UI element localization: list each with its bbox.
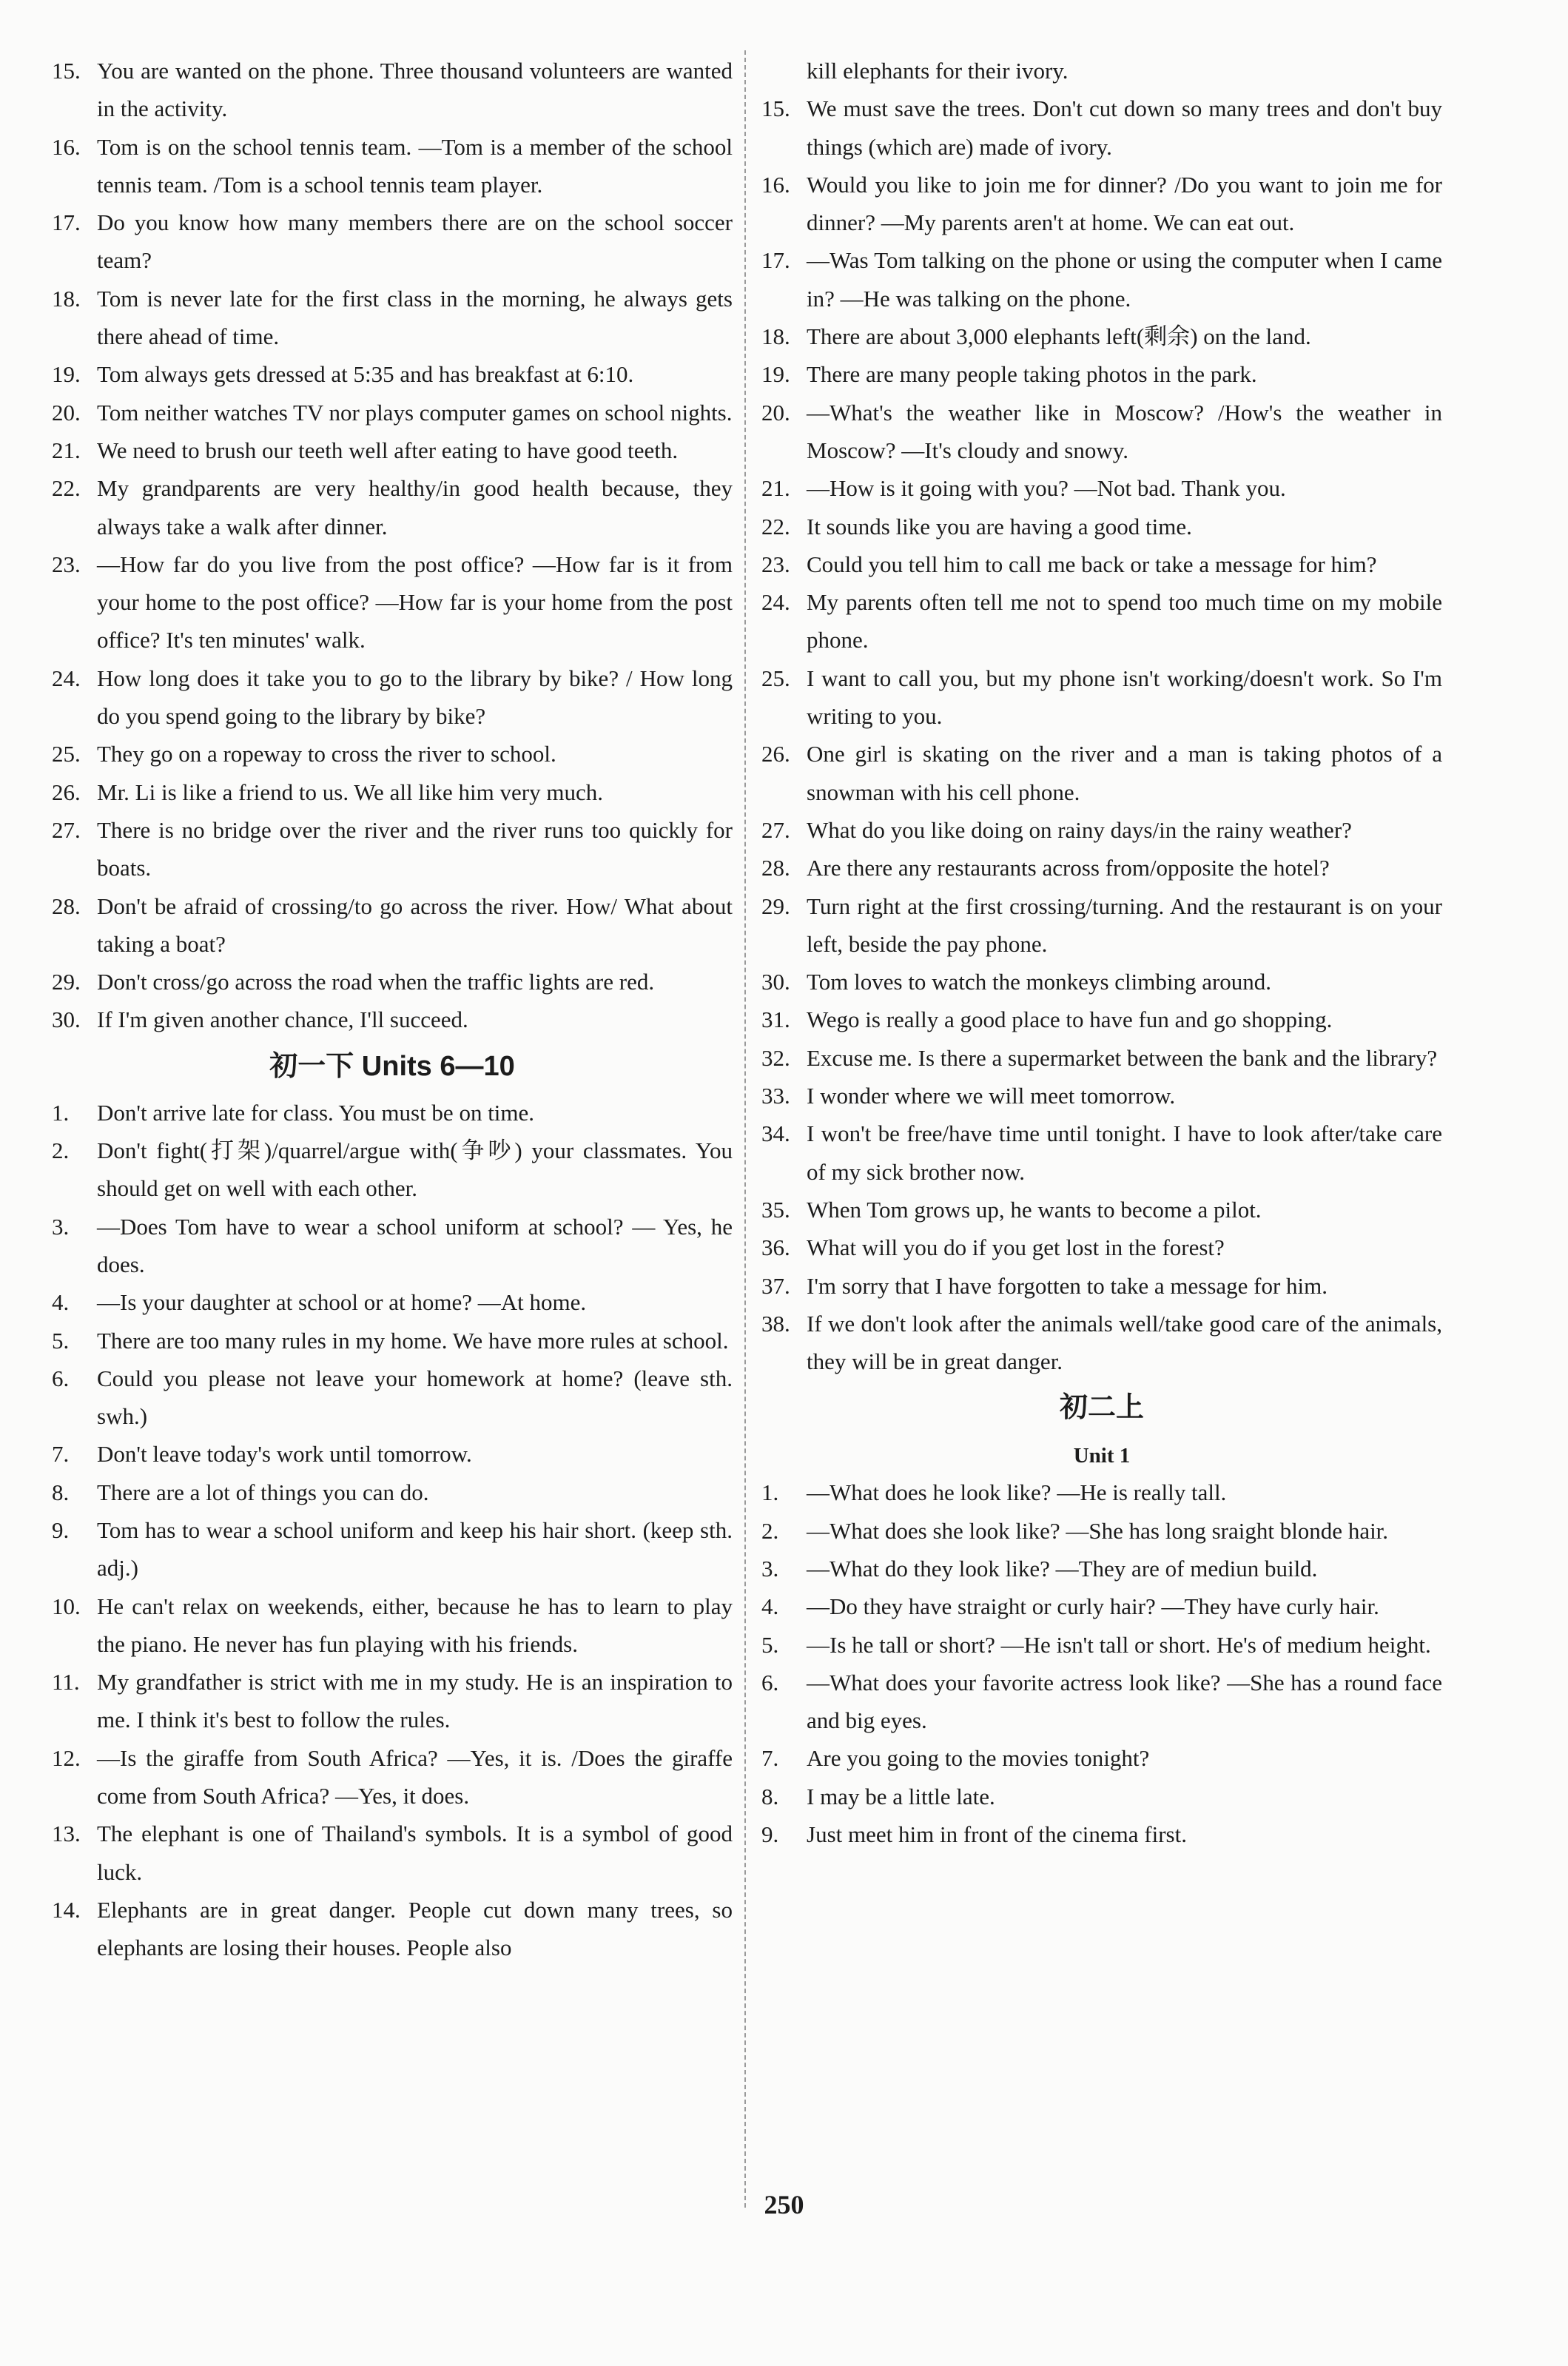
item-text: Could you tell him to call me back or take a message for him? — [807, 551, 1377, 577]
unit-heading: Unit 1 — [1073, 1444, 1131, 1468]
sentence-item — [52, 469, 733, 545]
item-text: How long does it take you to go to the library by bike? / How long do you spend going to the library by bike? — [97, 665, 733, 730]
sentence-item — [52, 1815, 733, 1891]
item-number: 28. — [761, 855, 790, 881]
item-text: —Is he tall or short? —He isn't tall or short. He's of medium height. — [807, 1631, 1431, 1658]
item-text: What will you do if you get lost in the forest? — [807, 1234, 1225, 1261]
item-text: Wego is really a good place to have fun and go shopping. — [807, 1006, 1333, 1033]
sentence-item — [52, 1511, 733, 1587]
item-text: —What's the weather like in Moscow? /How's the weather in Moscow? —It's cloudy and snowy. — [807, 399, 1442, 463]
item-text: Tom is on the school tennis team. —Tom is a member of the school tennis team. /Tom is a school tennis team player. — [97, 133, 733, 198]
sentence-item — [52, 280, 733, 356]
item-number: 24. — [52, 665, 81, 691]
item-text: My grandfather is strict with me in my study. He is an inspiration to me. I think it's best to follow the rules. — [97, 1669, 733, 1733]
sentence-item — [52, 355, 733, 393]
column-divider — [744, 50, 746, 2208]
item-text: There are about 3,000 elephants left(剩余) on the land. — [807, 323, 1311, 350]
item-number: 20. — [52, 399, 81, 426]
item-text: —Does Tom have to wear a school uniform at school? — Yes, he does. — [97, 1213, 733, 1277]
item-number: 26. — [52, 779, 81, 805]
item-number: 1. — [761, 1479, 779, 1506]
sentence-item — [52, 811, 733, 887]
item-text: Could you please not leave your homework at home? (leave sth. swh.) — [97, 1365, 733, 1430]
sentence-item — [52, 659, 733, 736]
item-number: 10. — [52, 1593, 81, 1619]
item-text: They go on a ropeway to cross the river to school. — [97, 741, 556, 767]
item-number: 36. — [761, 1234, 790, 1261]
item-number: 32. — [761, 1044, 790, 1071]
item-number: 29. — [761, 893, 790, 919]
item-text: Mr. Li is like a friend to us. We all like him very much. — [97, 779, 603, 805]
sentence-item — [52, 1001, 733, 1038]
item-number: 22. — [761, 513, 790, 540]
item-text: Don't cross/go across the road when the traffic lights are red. — [97, 969, 655, 995]
item-text: Tom always gets dressed at 5:35 and has breakfast at 6:10. — [97, 361, 634, 388]
sentence-item — [52, 963, 733, 1001]
sentence-item — [52, 1473, 733, 1511]
sentence-item — [761, 1473, 1442, 1511]
item-text: I won't be free/have time until tonight. I have to look after/take care of my sick brother now. — [807, 1120, 1442, 1185]
sentence-item — [761, 1229, 1442, 1266]
item-number: 31. — [761, 1006, 790, 1033]
item-text: Tom is never late for the first class in the morning, he always gets there ahead of time. — [97, 285, 733, 350]
item-number: 4. — [52, 1289, 70, 1316]
item-number: 3. — [761, 1555, 779, 1582]
item-text: —How is it going with you? —Not bad. Thank you. — [807, 475, 1286, 502]
sentence-item — [761, 355, 1442, 393]
section-heading: 初一下 Units 6—10 — [269, 1050, 515, 1082]
item-number: 15. — [761, 95, 790, 122]
item-text: I may be a little late. — [807, 1783, 995, 1809]
item-text: —What does he look like? —He is really tall. — [807, 1479, 1227, 1506]
left-column — [52, 52, 733, 1967]
item-text: My parents often tell me not to spend too much time on my mobile phone. — [807, 589, 1442, 653]
item-text: It sounds like you are having a good time. — [807, 513, 1192, 540]
item-number: 11. — [52, 1669, 80, 1695]
sentence-item — [761, 1626, 1442, 1664]
item-text: Do you know how many members there are on the school soccer team? — [97, 209, 733, 274]
sentence-item — [761, 1815, 1442, 1853]
item-number: 13. — [52, 1821, 81, 1847]
item-number: 27. — [52, 816, 81, 843]
sentence-item — [52, 1435, 733, 1473]
sentence-item — [761, 1191, 1442, 1229]
sentence-item — [52, 128, 733, 204]
item-text: —Was Tom talking on the phone or using the computer when I came in? —He was talking on the phone. — [807, 247, 1442, 312]
item-number: 7. — [761, 1745, 779, 1772]
item-number: 33. — [761, 1083, 790, 1109]
item-number: 16. — [761, 171, 790, 198]
sentence-item — [761, 1039, 1442, 1077]
sentence-item — [52, 735, 733, 773]
sentence-item — [761, 1305, 1442, 1381]
item-number: 25. — [761, 665, 790, 691]
item-text: If I'm given another chance, I'll succeed. — [97, 1006, 468, 1033]
item-number: 35. — [761, 1196, 790, 1223]
section-heading: 初二上 — [1059, 1392, 1144, 1424]
sentence-item — [52, 1322, 733, 1360]
item-number: 3. — [52, 1213, 70, 1240]
sentence-item — [761, 963, 1442, 1001]
item-text: You are wanted on the phone. Three thousand volunteers are wanted in the activity. — [97, 58, 733, 122]
item-number: 18. — [761, 323, 790, 350]
item-number: 21. — [761, 475, 790, 502]
sentence-item — [761, 1778, 1442, 1815]
item-number: 17. — [52, 209, 81, 236]
sentence-item — [52, 773, 733, 811]
item-text: —What does your favorite actress look like? —She has a round face and big eyes. — [807, 1669, 1442, 1734]
item-number: 2. — [761, 1517, 779, 1544]
item-number: 28. — [52, 893, 81, 919]
item-text: Are there any restaurants across from/opposite the hotel? — [807, 855, 1330, 881]
item-text: There is no bridge over the river and the river runs too quickly for boats. — [97, 816, 733, 881]
page-number: 250 — [764, 2190, 804, 2219]
item-number: 6. — [761, 1669, 779, 1695]
item-number: 19. — [761, 361, 790, 388]
sentence-item — [52, 1360, 733, 1436]
item-text: Don't arrive late for class. You must be on time. — [97, 1099, 535, 1126]
item-number: 18. — [52, 285, 81, 312]
item-number: 19. — [52, 361, 81, 388]
item-text: Just meet him in front of the cinema first. — [807, 1821, 1187, 1848]
sentence-item — [761, 1001, 1442, 1038]
sentence-item — [761, 849, 1442, 887]
item-number: 15. — [52, 58, 81, 84]
sentence-item — [761, 508, 1442, 545]
item-number: 6. — [52, 1365, 70, 1391]
item-text: Excuse me. Is there a supermarket between the bank and the library? — [807, 1044, 1438, 1071]
sentence-item — [52, 394, 733, 431]
item-number: 17. — [761, 247, 790, 274]
sentence-item — [761, 583, 1442, 659]
sentence-item — [761, 1267, 1442, 1305]
item-number: 9. — [761, 1821, 779, 1848]
item-text: —Is the giraffe from South Africa? —Yes, it is. /Does the giraffe come from South Africa? —Yes, it does. — [97, 1744, 733, 1809]
item-number: 14. — [52, 1896, 81, 1923]
item-number: 4. — [761, 1593, 779, 1620]
sentence-item — [761, 317, 1442, 355]
sentence-item — [761, 659, 1442, 736]
sentence-item — [52, 1587, 733, 1664]
item-number: 8. — [761, 1783, 779, 1809]
sentence-item — [52, 204, 733, 280]
sentence-item — [761, 1550, 1442, 1587]
item-text: There are a lot of things you can do. — [97, 1479, 429, 1505]
item-number: 26. — [761, 741, 790, 767]
item-number: 24. — [761, 589, 790, 616]
sentence-item — [761, 90, 1442, 166]
item-text: We must save the trees. Don't cut down so many trees and don't buy things (which are) made of ivory. — [807, 95, 1442, 160]
sentence-item — [52, 52, 733, 128]
item-text: Don't fight(打架)/quarrel/argue with(争吵) your classmates. You should get on well with each other. — [97, 1137, 733, 1202]
sentence-item — [761, 394, 1442, 470]
item-text: He can't relax on weekends, either, because he has to learn to play the piano. He never has fun playing with his friends. — [97, 1593, 733, 1657]
sentence-item — [52, 1132, 733, 1208]
item-text: If we don't look after the animals well/take good care of the animals, they will be in great danger. — [807, 1310, 1442, 1375]
sentence-item — [52, 1891, 733, 1967]
sentence-continuation: kill elephants for their ivory. — [807, 58, 1069, 84]
item-text: Tom loves to watch the monkeys climbing around. — [807, 969, 1272, 995]
sentence-item — [52, 1739, 733, 1815]
item-text: The elephant is one of Thailand's symbols. It is a symbol of good luck. — [97, 1821, 733, 1885]
sentence-item — [761, 811, 1442, 849]
item-number: 37. — [761, 1272, 790, 1299]
item-text: Tom neither watches TV nor plays computer games on school nights. — [97, 399, 733, 426]
sentence-item — [52, 545, 733, 659]
sentence-item — [761, 1115, 1442, 1191]
item-number: 12. — [52, 1744, 81, 1771]
item-text: Don't leave today's work until tomorrow. — [97, 1441, 472, 1468]
item-number: 5. — [761, 1631, 779, 1658]
item-text: There are many people taking photos in the park. — [807, 361, 1257, 388]
item-text: When Tom grows up, he wants to become a pilot. — [807, 1196, 1262, 1223]
sentence-item — [761, 469, 1442, 507]
item-number: 23. — [52, 551, 81, 577]
sentence-item — [761, 735, 1442, 811]
item-number: 30. — [761, 969, 790, 995]
sentence-item — [761, 241, 1442, 317]
item-text: Turn right at the first crossing/turning. And the restaurant is on your left, beside the pay phone. — [807, 893, 1442, 957]
item-text: My grandparents are very healthy/in good health because, they always take a walk after dinner. — [97, 475, 733, 540]
sentence-item — [52, 1663, 733, 1739]
sentence-item — [761, 545, 1442, 583]
sentence-item — [52, 1094, 733, 1132]
item-number: 20. — [761, 399, 790, 426]
sentence-item — [761, 1512, 1442, 1550]
item-text: —Do they have straight or curly hair? —They have curly hair. — [807, 1593, 1379, 1620]
item-number: 8. — [52, 1479, 70, 1505]
sentence-item — [52, 1208, 733, 1284]
item-number: 16. — [52, 133, 81, 160]
item-text: —Is your daughter at school or at home? —At home. — [97, 1289, 587, 1316]
sentence-item — [761, 1664, 1442, 1740]
item-number: 9. — [52, 1516, 70, 1543]
sentence-item — [52, 1283, 733, 1321]
item-text: Would you like to join me for dinner? /Do you want to join me for dinner? —My parents aren't at home. We can eat out. — [807, 171, 1442, 236]
item-text: Don't be afraid of crossing/to go across the river. How/ What about taking a boat? — [97, 893, 733, 957]
item-text: Tom has to wear a school uniform and keep his hair short. (keep sth. adj.) — [97, 1516, 733, 1582]
item-number: 34. — [761, 1120, 790, 1147]
item-text: I wonder where we will meet tomorrow. — [807, 1083, 1176, 1109]
sentence-item — [761, 1077, 1442, 1115]
sentence-item — [761, 1739, 1442, 1777]
item-text: There are too many rules in my home. We have more rules at school. — [97, 1327, 729, 1354]
sentence-item — [52, 431, 733, 469]
item-text: —What does she look like? —She has long sraight blonde hair. — [807, 1517, 1389, 1544]
item-number: 38. — [761, 1310, 790, 1337]
item-text: —What do they look like? —They are of mediun build. — [807, 1555, 1318, 1582]
item-number: 22. — [52, 475, 81, 502]
item-text: Elephants are in great danger. People cut down many trees, so elephants are losing their houses. People also — [97, 1896, 733, 1961]
item-text: I'm sorry that I have forgotten to take a message for him. — [807, 1272, 1328, 1299]
item-number: 27. — [761, 816, 790, 843]
item-number: 5. — [52, 1327, 70, 1354]
right-column — [761, 52, 1442, 1853]
sentence-item — [761, 887, 1442, 964]
item-number: 1. — [52, 1099, 70, 1126]
item-text: Are you going to the movies tonight? — [807, 1745, 1150, 1772]
sentence-item — [761, 1587, 1442, 1625]
item-text: I want to call you, but my phone isn't working/doesn't work. So I'm writing to you. — [807, 665, 1442, 730]
item-text: One girl is skating on the river and a man is taking photos of a snowman with his cell phone. — [807, 741, 1442, 805]
sentence-item — [761, 166, 1442, 242]
item-number: 21. — [52, 437, 81, 463]
item-number: 23. — [761, 551, 790, 577]
item-number: 29. — [52, 969, 81, 995]
item-number: 2. — [52, 1137, 70, 1164]
item-number: 30. — [52, 1006, 81, 1033]
item-text: What do you like doing on rainy days/in the rainy weather? — [807, 816, 1352, 843]
item-number: 25. — [52, 741, 81, 767]
item-number: 7. — [52, 1441, 70, 1468]
item-text: We need to brush our teeth well after eating to have good teeth. — [97, 437, 679, 463]
item-text: —How far do you live from the post office? —How far is it from your home to the post office? —How far is your home from the post office? It's ten minutes' walk. — [97, 551, 733, 653]
sentence-item — [52, 887, 733, 964]
